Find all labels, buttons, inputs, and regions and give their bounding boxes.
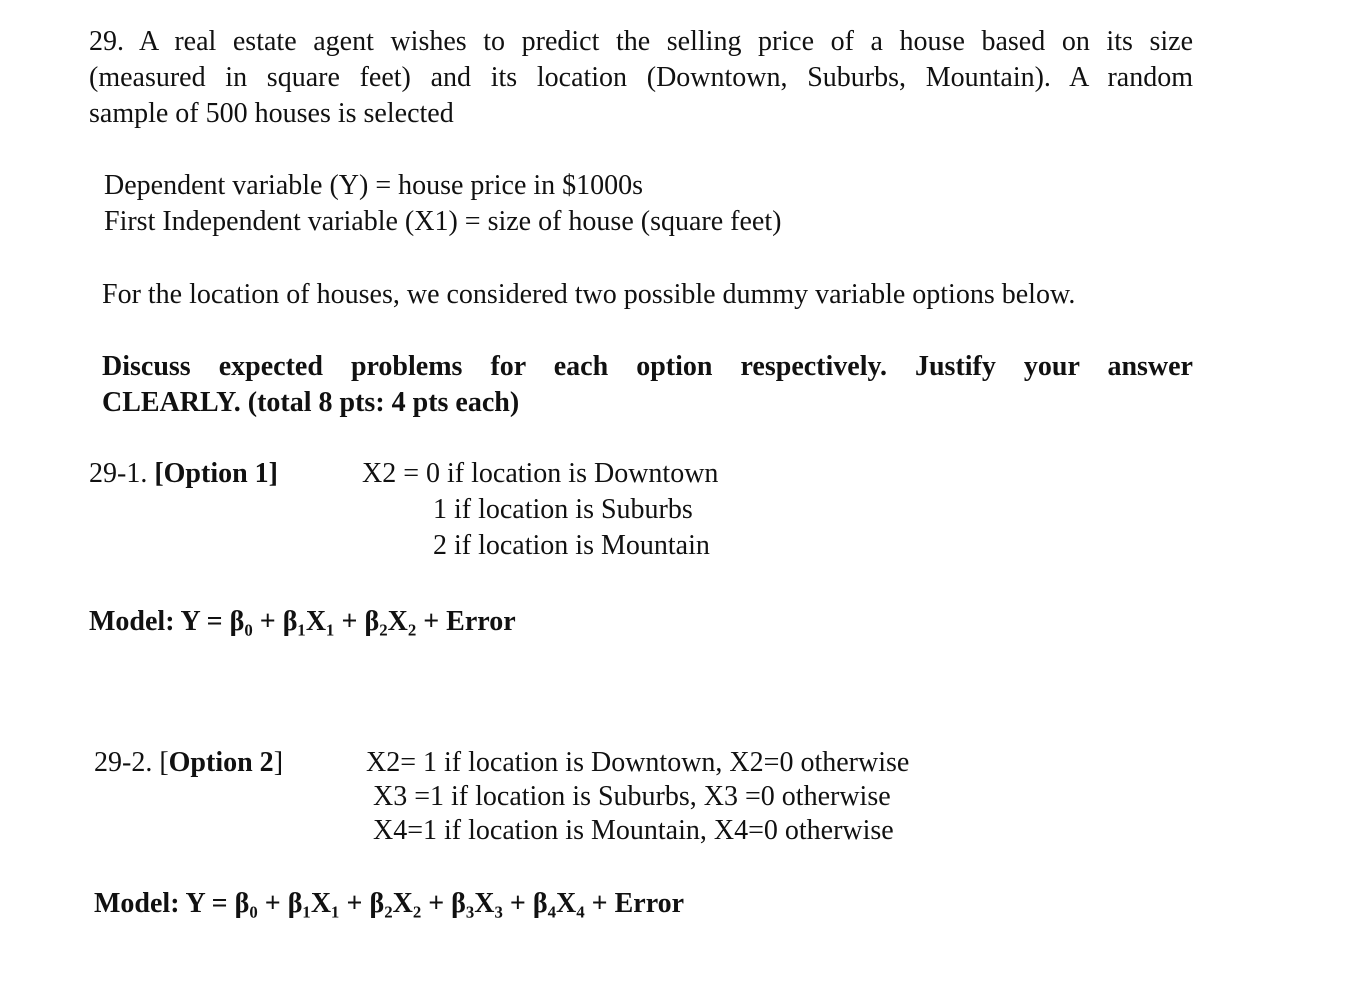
option2-number: 29-2. [ xyxy=(94,747,169,778)
option1-model: Model: Y = β₀ + β₁X₁ + β₂X₂ + Error xyxy=(89,606,516,637)
option1-heading xyxy=(89,456,278,492)
location-note: For the location of houses, we considered two possible dummy variable options below. xyxy=(102,279,1076,310)
option1-label: [Option 1] xyxy=(154,458,279,489)
option2-heading xyxy=(94,745,283,781)
instruction-line-2: CLEARLY. (total 8 pts: 4 pts each) xyxy=(102,387,520,418)
option2-line-2: X3 =1 if location is Suburbs, X3 =0 otherwise xyxy=(373,781,891,812)
question-line-3: sample of 500 houses is selected xyxy=(89,98,454,129)
question-line-1: 29. A real estate agent wishes to predict the selling price of a house based on its size xyxy=(89,26,1193,57)
question-line-2: (measured in square feet) and its location (Downtown, Suburbs, Mountain). A random xyxy=(89,62,1193,93)
option1-line-2: 1 if location is Suburbs xyxy=(433,494,693,525)
dependent-variable: Dependent variable (Y) = house price in $1000s xyxy=(104,170,644,201)
instruction-line-1: Discuss expected problems for each option respectively. Justify your answer xyxy=(102,351,1193,382)
option1-line-1: X2 = 0 if location is Downtown xyxy=(362,458,719,489)
option2-label: Option 2 xyxy=(168,747,274,778)
option1-line-3: 2 if location is Mountain xyxy=(433,530,710,561)
option2-bracket-close: ] xyxy=(273,747,284,778)
option2-line-3: X4=1 if location is Mountain, X4=0 otherwise xyxy=(373,815,894,846)
option2-model: Model: Y = β₀ + β₁X₁ + β₂X₂ + β₃X₃ + β₄X₄ + Error xyxy=(94,888,685,919)
option2-line-1: X2= 1 if location is Downtown, X2=0 otherwise xyxy=(366,747,910,778)
option1-number: 29-1. xyxy=(89,458,148,489)
independent-variable: First Independent variable (X1) = size of house (square feet) xyxy=(104,206,782,237)
